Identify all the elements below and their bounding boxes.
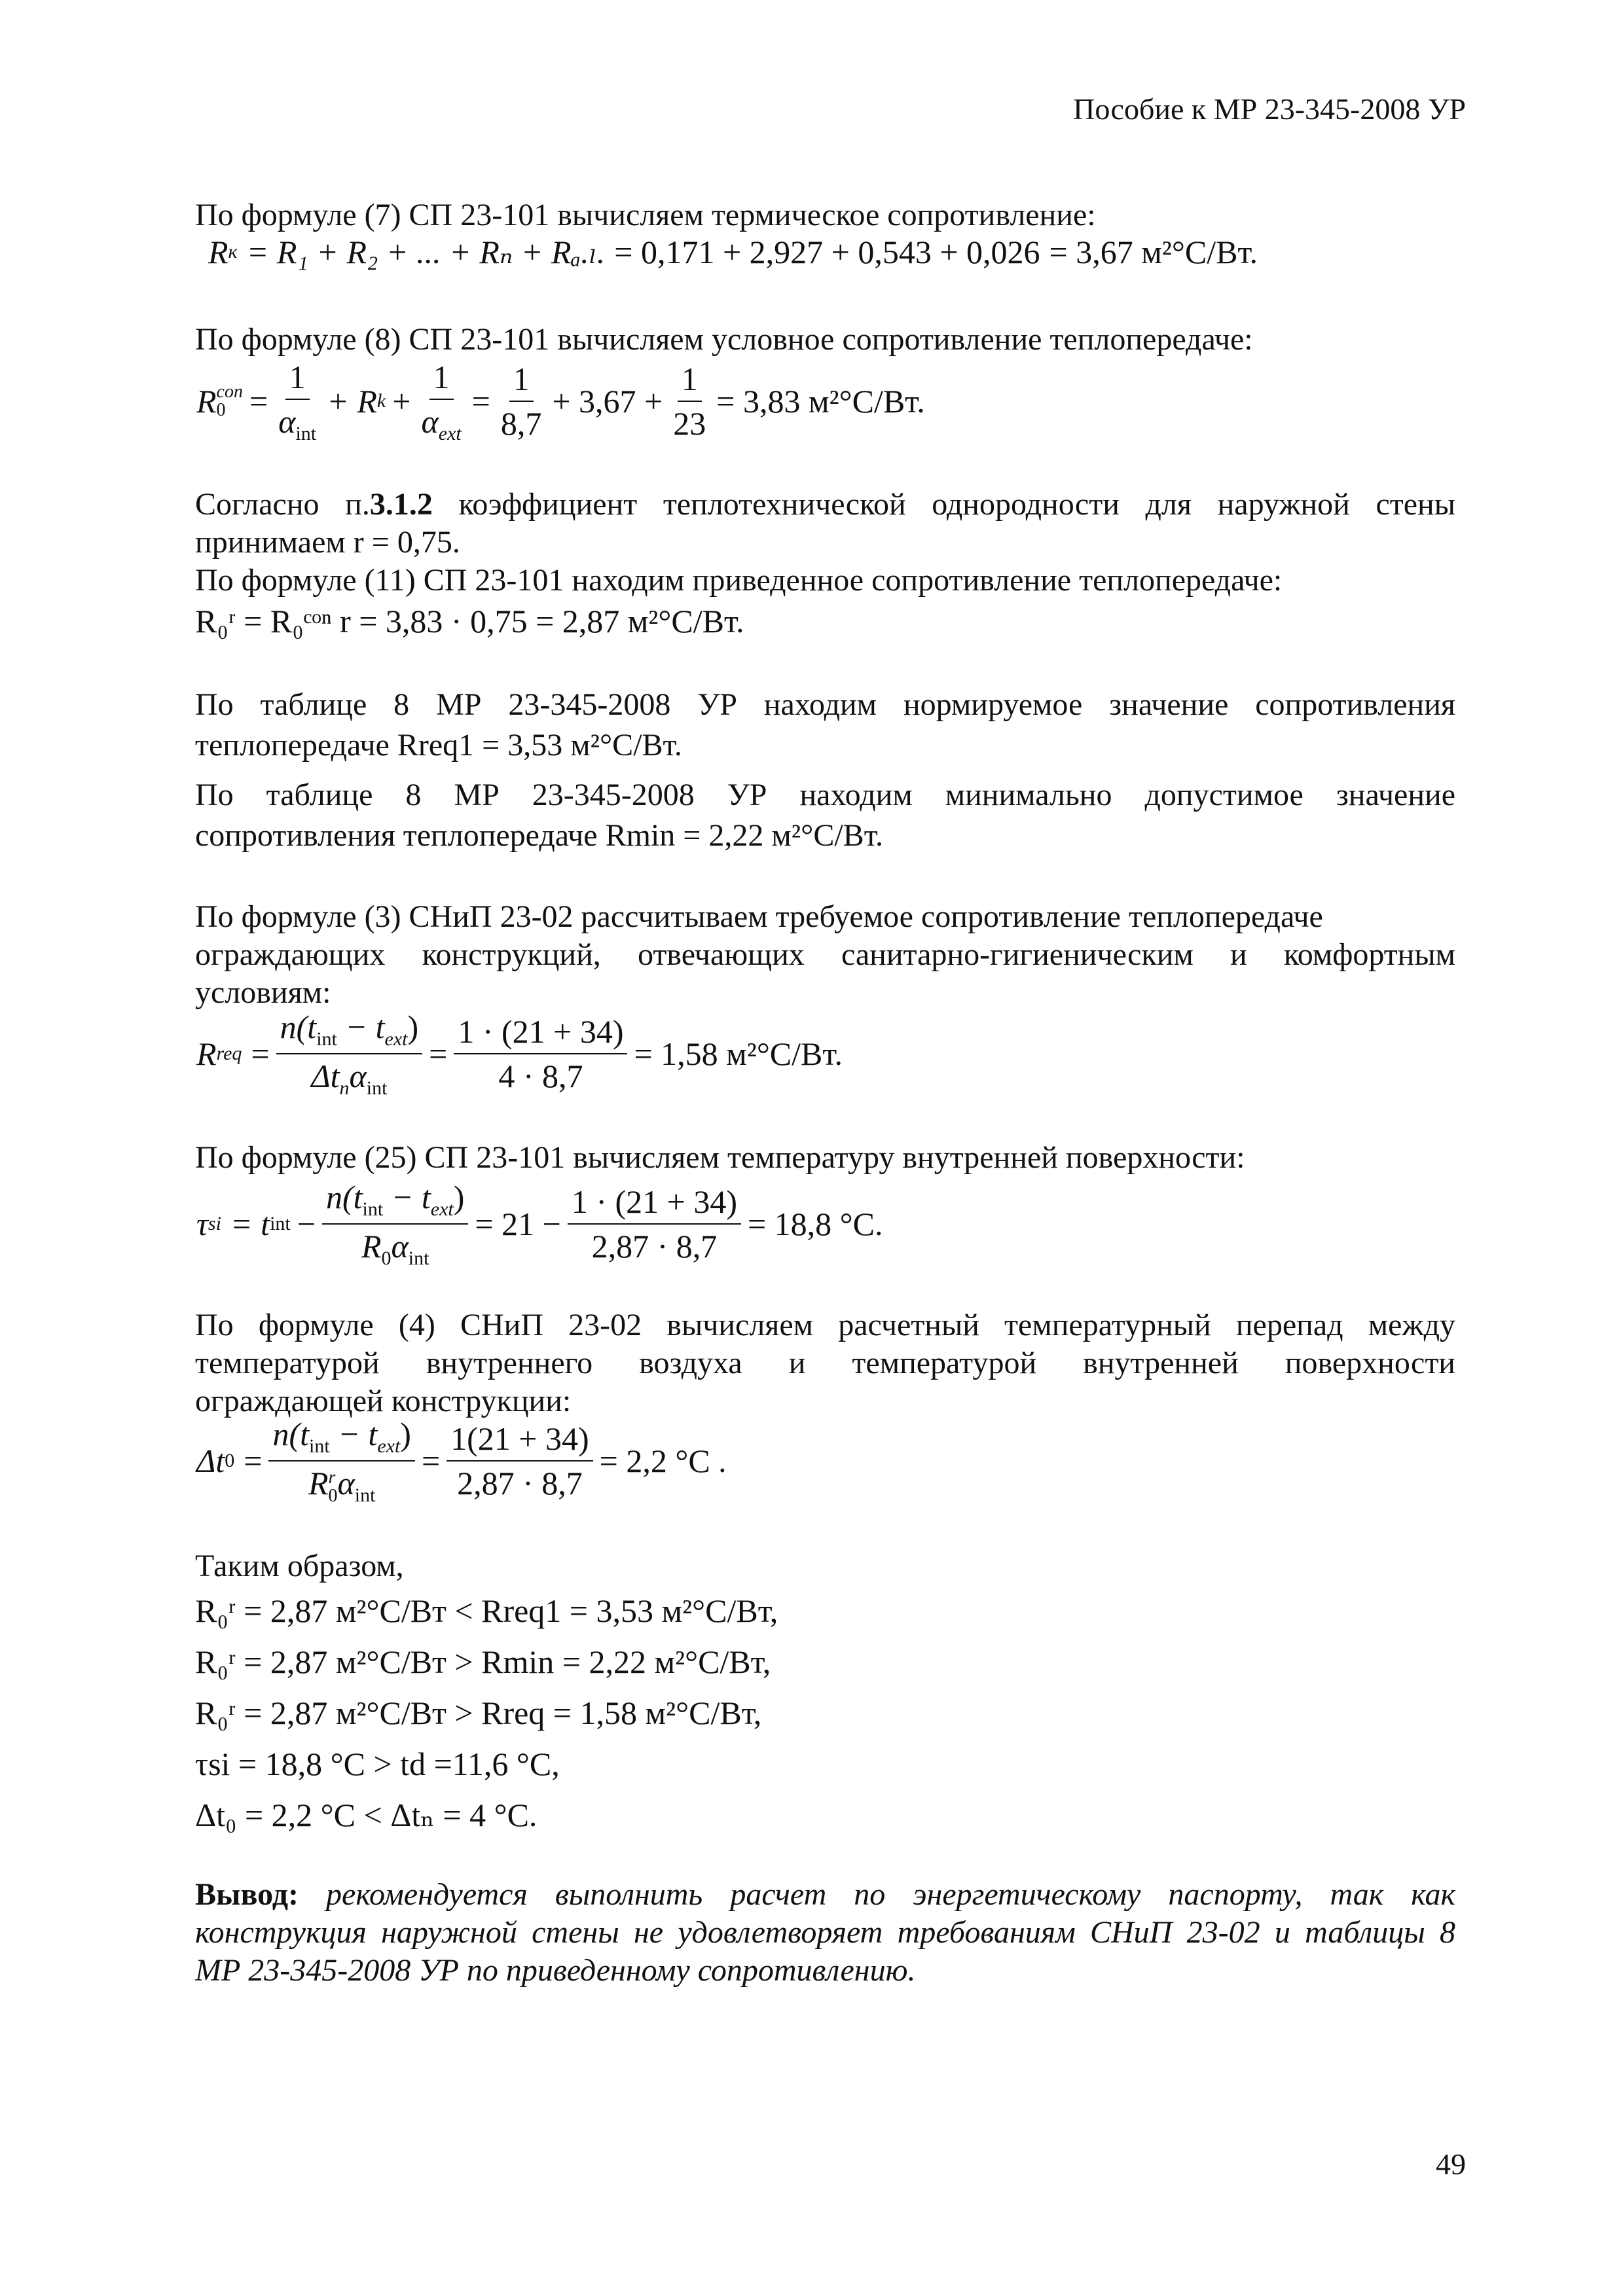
formula-subscript: int	[354, 1484, 376, 1506]
paragraph-thus: Таким образом,	[195, 1549, 404, 1583]
fraction-numeric	[568, 1183, 741, 1265]
formula-symbol: R	[208, 234, 228, 270]
paragraph-table8-min-line2: сопротивления теплопередаче Rmin = 2,22 м²°С/Вт.	[195, 818, 884, 853]
formula-term-rk: + R	[327, 383, 377, 420]
formula-result: = 3,67 м²°С/Вт.	[1049, 234, 1258, 270]
formula-subscript: int	[316, 1028, 337, 1050]
formula-thermal-resistance	[208, 233, 1258, 271]
formula-inner-surface-temp: τ si = t int − $\frac{n(t_{int} - t_{ext})}{R_0\alpha_{int}}$ = 21 − $\frac{1 \cdot (21 + 34)}{2,87 \cdot 8,7}$ = 18,8 °С.	[196, 1179, 883, 1269]
formula-result: = 1,58 м²°С/Вт.	[634, 1035, 843, 1072]
text-fragment: n(t	[280, 1009, 317, 1045]
paragraph-formula-11: По формуле (11) СП 23-101 находим приведенное сопротивление теплопередаче:	[195, 563, 1283, 598]
fraction-symbolic	[268, 1415, 414, 1507]
fraction-symbolic	[276, 1008, 422, 1100]
comparison-line-1: R₀ʳ = 2,87 м²°С/Вт < Rreq1 = 3,53 м²°С/Вт,	[195, 1592, 778, 1629]
formula-result: = 3,83 м²°С/Вт.	[716, 383, 925, 420]
text-fragment: = t	[230, 1206, 270, 1242]
fraction-numerator: 1(21 + 34)	[447, 1420, 593, 1462]
formula-subscript: ext	[438, 422, 462, 444]
paragraph-formula-3-line2: ограждающих конструкций, отвечающих санитарно-гигиеническим и комфортным	[195, 937, 1455, 972]
text-fragment: )	[400, 1416, 411, 1452]
formula-subscript: ext	[430, 1198, 454, 1220]
text-fragment: Δt	[196, 1443, 225, 1479]
paragraph-formula-4-line3: ограждающей конструкции:	[195, 1384, 572, 1418]
formula-subscript: req	[216, 1043, 242, 1064]
fraction-denominator: 8,7	[500, 405, 542, 442]
comparison-line-4: τsi = 18,8 °С > td =11,6 °С,	[195, 1746, 560, 1782]
paragraph-table8-norm-line2: теплопередаче Rreq1 = 3,53 м²°С/Вт.	[195, 728, 682, 762]
page-number: 49	[1436, 2147, 1466, 2181]
formula-superscript: r	[328, 1467, 336, 1488]
text-fragment: − t	[329, 1416, 378, 1452]
conclusion-line-3: МР 23-345-2008 УР по приведенному сопротивлению.	[195, 1953, 916, 1988]
fraction-numerator: 1	[678, 360, 702, 402]
conclusion-text: рекомендуется выполнить расчет по энергетическому паспорту, так как	[298, 1877, 1455, 1912]
alpha-symbol: α	[349, 1058, 367, 1094]
formula-subscript: si	[208, 1213, 221, 1234]
fraction-denominator: 2,87 · 8,7	[591, 1228, 718, 1265]
tau-symbol: τ	[196, 1206, 208, 1242]
comparison-line-2: R₀ʳ = 2,87 м²°С/Вт > Rmin = 2,22 м²°С/Вт,	[195, 1643, 771, 1680]
fraction-87	[497, 360, 546, 442]
page-header: Пособие к МР 23-345-2008 УР	[1073, 92, 1466, 126]
paragraph-uniformity-value: принимаем r = 0,75.	[195, 525, 460, 560]
formula-subscript: int	[408, 1247, 429, 1269]
formula-values: = 0,171 + 2,927 + 0,543 + 0,026	[614, 234, 1040, 270]
text-fragment: Согласно п.	[195, 487, 370, 522]
paragraph-formula-8: По формуле (8) СП 23-101 вычисляем условное сопротивление теплопередаче:	[195, 322, 1253, 357]
text-fragment: коэффициент теплотехнической однородности для наружной стены	[432, 487, 1455, 522]
equals-sign: =	[471, 383, 490, 420]
fraction-denominator: 23	[673, 405, 706, 442]
text-fragment: − t	[337, 1009, 385, 1045]
formula-required-resistance: R req = $\frac{n(t_{int} - t_{ext})}{\Delta t_n\alpha_{int}}$ = $\frac{1 \cdot (21 + 34)}{4 \cdot 8,7}$ = 1,58 м²°С/Вт.	[196, 1009, 843, 1099]
text-fragment: − t	[383, 1179, 431, 1215]
formula-subscript: 0	[225, 1450, 235, 1471]
text-fragment: )	[453, 1179, 465, 1215]
conclusion-line-2: конструкция наружной стены не удовлетворяет требованиям СНиП 23-02 и таблицы 8	[195, 1915, 1455, 1950]
paragraph-formula-4-line2: температурой внутреннего воздуха и температурой внутренней поверхности	[195, 1346, 1455, 1380]
formula-result: = 18,8 °С.	[747, 1206, 883, 1242]
fraction-denominator: 2,87 · 8,7	[457, 1465, 583, 1501]
formula-subscript: ext	[384, 1028, 408, 1050]
alpha-symbol: α	[278, 403, 296, 440]
fraction-23	[669, 360, 710, 442]
formula-subscript: 0	[216, 400, 226, 420]
paragraph-table8-min-line1: По таблице 8 МР 23-345-2008 УР находим минимально допустимое значение	[195, 778, 1455, 812]
fraction-numerator: 1	[509, 360, 534, 402]
text-fragment: )	[407, 1009, 419, 1045]
formula-value: + 3,67 +	[552, 383, 663, 420]
fraction-alpha-int	[274, 358, 320, 445]
formula-subscript: int	[270, 1213, 291, 1234]
text-fragment: Δt	[311, 1058, 340, 1094]
text-fragment: R	[361, 1228, 382, 1265]
formula-sum: = R₁ + R₂ + ... + Rₙ + Rₐ.ₗ.	[246, 234, 606, 270]
formula-subscript: int	[362, 1198, 384, 1220]
paragraph-formula-3-line1: По формуле (3) СНиП 23-02 рассчитываем требуемое сопротивление теплопередаче	[195, 899, 1323, 934]
text-fragment: n(t	[272, 1416, 309, 1452]
formula-subscript: к	[228, 241, 238, 262]
conclusion-line-1	[195, 1876, 1455, 1914]
fraction-numerator: 1 · (21 + 34)	[454, 1013, 627, 1054]
formula-subscript: ext	[377, 1435, 401, 1457]
comparison-line-5: Δt₀ = 2,2 °С < Δtₙ = 4 °С.	[195, 1797, 538, 1833]
conclusion-label: Вывод:	[195, 1877, 299, 1912]
formula-superscript: con	[216, 382, 243, 402]
formula-conditional-resistance: R con 0 = $\frac{1}{\alpha_{int}}$ + R k + $\frac{1}{\alpha_{ext}}$ = $\frac{1}{8,7}$ + 3,67 + $\frac{1}{23}$ = 3,83 м²°С/Вт.	[196, 358, 925, 444]
fraction-symbolic	[322, 1178, 468, 1270]
formula-subscript: int	[295, 422, 317, 444]
paragraph-formula-4-line1: По формуле (4) СНиП 23-02 вычисляем расчетный температурный перепад между	[195, 1308, 1455, 1342]
alpha-symbol: α	[391, 1228, 409, 1265]
alpha-symbol: α	[421, 403, 439, 440]
paragraph-uniformity	[195, 486, 1455, 524]
fraction-denominator: 4 · 8,7	[498, 1058, 583, 1094]
formula-result: = 2,2 °С .	[599, 1443, 727, 1479]
fraction-numeric	[447, 1420, 593, 1502]
fraction-numerator: 1	[285, 358, 310, 400]
paragraph-formula-7: По формуле (7) СП 23-101 вычисляем термическое сопротивление:	[195, 198, 1096, 232]
clause-reference: 3.1.2	[369, 487, 433, 522]
formula-subscript: int	[309, 1435, 330, 1457]
paragraph-formula-25: По формуле (25) СП 23-101 вычисляем температуру внутренней поверхности:	[195, 1140, 1245, 1175]
formula-symbol: R	[196, 383, 217, 420]
formula-symbol: R	[196, 1035, 217, 1072]
formula-subscript: 0	[328, 1485, 338, 1506]
formula-value: = 21 −	[475, 1206, 561, 1242]
formula-reduced-resistance: R₀ʳ = R₀ᶜᵒⁿ r = 3,83 · 0,75 = 2,87 м²°С/Вт.	[195, 603, 744, 639]
formula-subscript: k	[376, 390, 386, 412]
paragraph-table8-norm-line1: По таблице 8 МР 23-345-2008 УР находим нормируемое значение сопротивления	[195, 687, 1455, 722]
formula-temperature-difference: Δt 0 = $n(t_{int} - t_{ext})$ R r 0 $\alpha_{int}$ = $\frac{1(21 + 34)}{2,87 \cdot 8,7}$ = 2,2 °С .	[196, 1416, 727, 1506]
formula-subscript: int	[366, 1077, 388, 1099]
paragraph-formula-3-line3: условиям:	[195, 975, 331, 1010]
fraction-numerator: 1 · (21 + 34)	[568, 1183, 741, 1225]
text-fragment: R	[308, 1465, 329, 1501]
comparison-line-3: R₀ʳ = 2,87 м²°С/Вт > Rreq = 1,58 м²°С/Вт,	[195, 1695, 762, 1731]
formula-subscript: n	[339, 1077, 350, 1099]
fraction-numeric	[454, 1013, 627, 1095]
formula-subscript: 0	[381, 1247, 392, 1269]
fraction-numerator: 1	[429, 358, 454, 400]
text-fragment: n(t	[325, 1179, 363, 1215]
fraction-alpha-ext	[417, 358, 465, 445]
alpha-symbol: α	[337, 1465, 355, 1501]
